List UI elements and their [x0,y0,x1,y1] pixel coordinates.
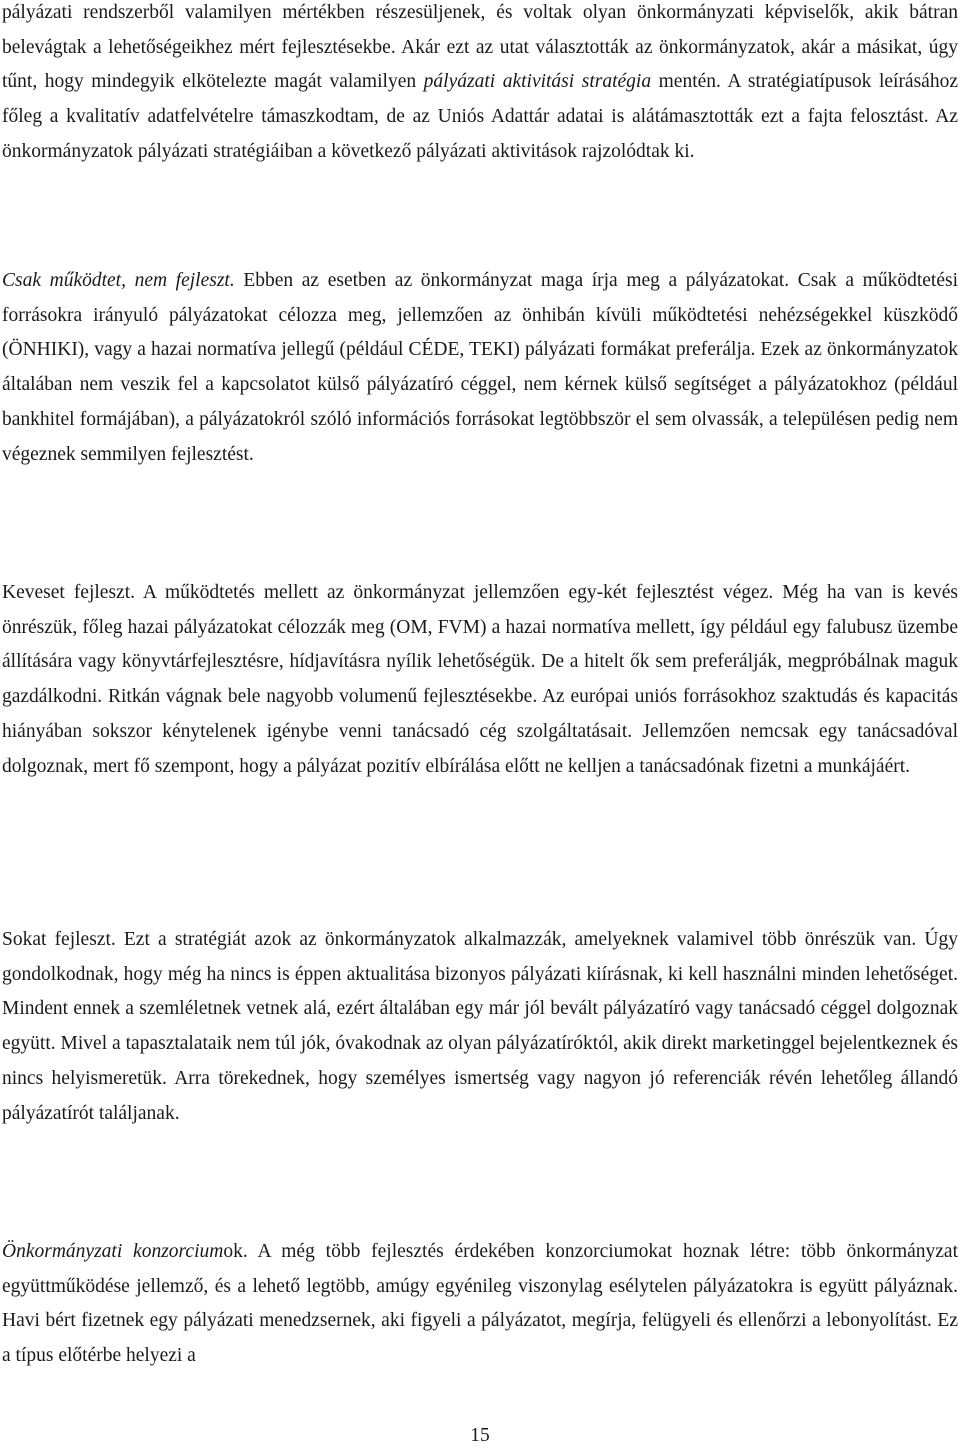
paragraph-csak-mukodtet [2,264,958,472]
paragraph-konzorcium [2,1235,958,1374]
paragraph-text: Keveset fejleszt. A működtetés mellett az önkormányzat jellemzően egy-két fejlesztést végez. Még ha van is kevés önrészük, főleg hazai pályázatokat célozzák meg (OM, FVM) a hazai normatíva mellett, így például egy falubusz üzembe állítására vagy könyvtárfejlesztésre, hídjavításra nyílik lehetőségük. De a hitelt ők sem preferálják, megpróbálnak maguk gazdálkodni. Ritkán vágnak bele nagyobb volumenű fejlesztésekbe. Az európai uniós forrásokhoz szaktudás és kapacitás hiányában sokszor kénytelenek igénybe venni tanácsadó cég szolgáltatásait. Jellemzően nemcsak egy tanácsadóval dolgoznak, mert fő szempont, hogy a pályázat pozitív elbírálása előtt ne kelljen a tanácsadónak fizetni a munkájáért. [2,582,958,777]
paragraph-text: Sokat fejleszt. Ezt a stratégiát azok az önkormányzatok alkalmazzák, amelyeknek valamivel több önrészük van. Úgy gondolkodnak, hogy még ha nincs is éppen aktualitása bizonyos pályázati kiírásnak, ki kell használni minden lehetőséget. Mindent ennek a szemléletnek vetnek alá, ezért általában egy már jól bevált pályázatíró vagy tanácsadó céggel dolgoznak együtt. Mivel a tapasztalataik nem túl jók, óvakodnak az olyan pályázatíróktól, akik direkt marketinggel bejelentkeznek és nincs helyismeretük. Arra törekednek, hogy személyes ismertség vagy nagyon jó referenciák révén lehetőleg állandó pályázatírót találjanak. [2,929,958,1124]
paragraph-sokat-fejleszt [2,923,958,1131]
emphasis-text: pályázati aktivitási stratégia [423,71,652,93]
emphasis-text: Csak működtet, nem fejleszt. [2,270,235,291]
page-number: 15 [470,1425,490,1446]
paragraph-text: mentén. A stratégiatípusok leírásához főleg a kvalitatív adatfelvételre támaszkodtam, de az Uniós Adattár adatai is alátámasztották ezt a fajta felosztást. Az önkormányzatok pályázati stratégiáiban a következő pályázati aktivitások rajzolódtak ki. [2,71,958,162]
paragraph-text: pályázati rendszerből valamilyen mértékben részesüljenek, és voltak olyan önkormányzati képviselők, akik bátran belevágtak a lehetőségeikhez mért fejlesztésekbe. Akár ezt az utat választották az önkormányzatok, akár a másikat, úgy tűnt, hogy mindegyik elkötelezte magát valamilyen [2,2,958,93]
paragraph-intro [2,0,958,170]
paragraph-text: ok. A még több fejlesztés érdekében konzorciumokat hoznak létre: több önkormányzat együttműködése jellemző, és a lehető legtöbb, amúgy egyénileg viszonylag esélytelen pályázatokra is együtt pályáznak. Havi bért fizetnek egy pályázati menedzsernek, aki figyeli a pályázatot, megírja, felügyeli és ellenőrzi a lebonyolítást. Ez a típus előtérbe helyezi a [2,1241,958,1367]
paragraph-keveset-fejleszt [2,576,958,784]
emphasis-text: Önkormányzati konzorcium [2,1241,224,1262]
paragraph-text: Ebben az esetben az önkormányzat maga írja meg a pályázatokat. Csak a működtetési forrásokra irányuló pályázatokat célozza meg, jellemzően az önhibán kívüli működtetési nehézségekkel küszködő (ÖNHIKI), vagy a hazai normatíva jellegű (például CÉDE, TEKI) pályázati formákat preferálja. Ezek az önkormányzatok általában nem veszik fel a kapcsolatot külső pályázatíró céggel, nem kérnek külső segítséget a pályázatokhoz (például bankhitel formájában), a pályázatokról szóló információs forrásokat legtöbbször el sem olvassák, a településen pedig nem végeznek semmilyen fejlesztést. [2,270,959,465]
